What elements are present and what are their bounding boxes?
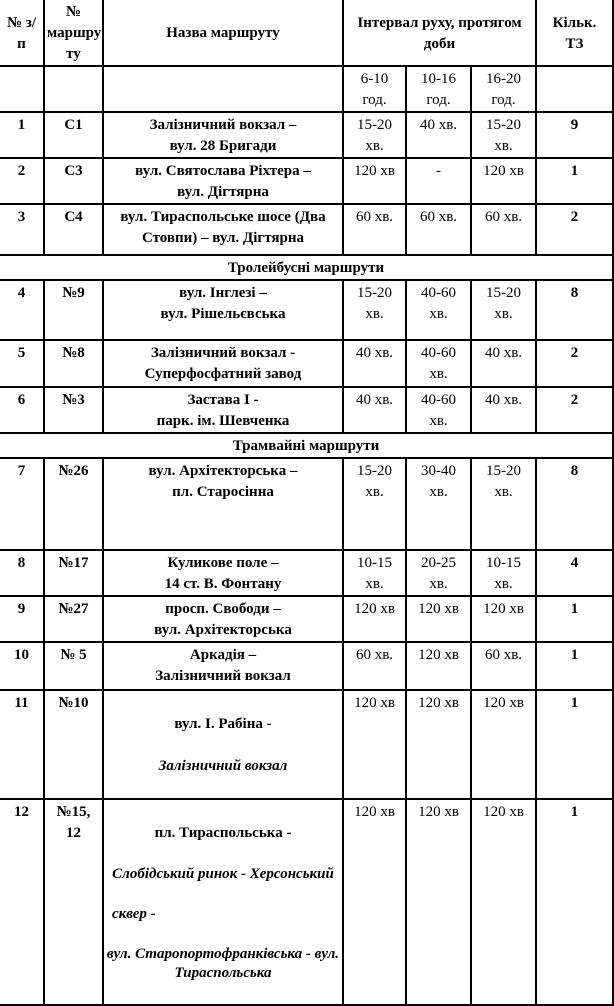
header-empty-cell xyxy=(536,66,613,112)
cell-route-number: №26 xyxy=(44,458,103,550)
cell-index: 12 xyxy=(0,799,44,1005)
cell-tz-count: 9 xyxy=(536,112,613,158)
table-row-1 xyxy=(0,112,613,158)
cell-route-number: №10 xyxy=(44,690,103,799)
cell-interval-2: 120 хв xyxy=(406,642,471,690)
table-row-7 xyxy=(0,458,613,550)
cell-route-number: №17 xyxy=(44,550,103,596)
cell-route-number: С3 xyxy=(44,158,103,204)
cell-interval-2: 120 хв xyxy=(406,690,471,799)
header-empty-cell xyxy=(44,66,103,112)
cell-tz-count: 8 xyxy=(536,458,613,550)
cell-interval-1: 40 хв. xyxy=(343,340,406,387)
cell-tz-count: 4 xyxy=(536,550,613,596)
table-row-6 xyxy=(0,387,613,433)
route-name-italic: Залізничний вокзал xyxy=(158,758,288,774)
cell-interval-1: 15-20 хв. xyxy=(343,280,406,340)
header-col-interval-group: Інтервал руху, протягом доби xyxy=(343,0,536,66)
cell-interval-3: 15-20 хв. xyxy=(471,458,536,550)
cell-index: 9 xyxy=(0,596,44,642)
cell-tz-count: 2 xyxy=(536,340,613,387)
route-name-italic-2: вул. Старопортофранківська - вул. Тираспольська xyxy=(106,946,340,981)
cell-tz-count: 2 xyxy=(536,387,613,433)
cell-interval-2: 120 хв xyxy=(406,799,471,1005)
cell-index: 7 xyxy=(0,458,44,550)
cell-interval-3: 120 хв xyxy=(471,690,536,799)
section-row-tram xyxy=(0,433,613,458)
cell-tz-count: 1 xyxy=(536,642,613,690)
cell-index: 1 xyxy=(0,112,44,158)
cell-interval-1: 60 хв. xyxy=(343,204,406,255)
cell-route-name: Залізничний вокзал - Суперфосфатний завод xyxy=(103,340,343,387)
header-col-tz-count: Кільк. ТЗ xyxy=(536,0,613,66)
cell-route-name: Залізничний вокзал – вул. 28 Бригади xyxy=(103,112,343,158)
header-col-index: № з/ п xyxy=(0,0,44,66)
cell-route-number: №3 xyxy=(44,387,103,433)
cell-index: 3 xyxy=(0,204,44,255)
cell-route-name: Аркадія – Залізничний вокзал xyxy=(103,642,343,690)
cell-index: 8 xyxy=(0,550,44,596)
cell-interval-2: 40 хв. xyxy=(406,112,471,158)
cell-tz-count: 1 xyxy=(536,799,613,1005)
cell-interval-3: 40 хв. xyxy=(471,340,536,387)
cell-interval-1: 120 хв xyxy=(343,690,406,799)
header-sub-interval-2: 10-16 год. xyxy=(406,66,471,112)
table-row-12 xyxy=(0,799,613,1005)
table-row-2 xyxy=(0,158,613,204)
cell-route-name: вул. Архітекторська – пл. Старосінна xyxy=(103,458,343,550)
cell-interval-3: 60 хв. xyxy=(471,204,536,255)
section-title-tram: Трамвайні маршрути xyxy=(0,433,613,458)
header-row-main xyxy=(0,0,613,66)
cell-interval-1: 15-20 хв. xyxy=(343,458,406,550)
route-name-italic-left: сквер - xyxy=(112,906,156,922)
cell-interval-2: 40-60 хв. xyxy=(406,387,471,433)
cell-route-name: вул. Святослава Ріхтера – вул. Дігтярна xyxy=(103,158,343,204)
cell-interval-2: 120 хв xyxy=(406,596,471,642)
cell-route-number: № 5 xyxy=(44,642,103,690)
cell-route-number: С1 xyxy=(44,112,103,158)
cell-index: 11 xyxy=(0,690,44,799)
cell-route-number: №27 xyxy=(44,596,103,642)
cell-interval-3: 10-15 хв. xyxy=(471,550,536,596)
cell-interval-1: 40 хв. xyxy=(343,387,406,433)
cell-interval-2: - xyxy=(406,158,471,204)
cell-interval-1: 120 хв xyxy=(343,799,406,1005)
route-name-italic: Слобідський ринок - Херсонський xyxy=(112,866,334,882)
cell-interval-1: 15-20 хв. xyxy=(343,112,406,158)
cell-interval-2: 40-60 хв. xyxy=(406,340,471,387)
cell-route-name xyxy=(103,690,343,799)
table-row-4 xyxy=(0,280,613,340)
cell-interval-3: 120 хв xyxy=(471,158,536,204)
cell-tz-count: 1 xyxy=(536,596,613,642)
cell-interval-1: 120 хв xyxy=(343,158,406,204)
cell-interval-2: 20-25 хв. xyxy=(406,550,471,596)
cell-index: 4 xyxy=(0,280,44,340)
cell-route-name xyxy=(103,799,343,1005)
cell-interval-3: 15-20 хв. xyxy=(471,280,536,340)
table-row-8 xyxy=(0,550,613,596)
table-row-10 xyxy=(0,642,613,690)
section-title-trolleybus: Тролейбусні маршрути xyxy=(0,255,613,280)
cell-route-name: вул. Тираспольське шосе (Два Стовпи) – вул. Дігтярна xyxy=(103,204,343,255)
header-sub-interval-3: 16-20 год. xyxy=(471,66,536,112)
cell-interval-2: 40-60 хв. xyxy=(406,280,471,340)
cell-index: 2 xyxy=(0,158,44,204)
table-row-5 xyxy=(0,340,613,387)
cell-route-number: №9 xyxy=(44,280,103,340)
header-empty-cell xyxy=(0,66,44,112)
cell-interval-3: 40 хв. xyxy=(471,387,536,433)
cell-tz-count: 8 xyxy=(536,280,613,340)
cell-route-name: Застава І - парк. ім. Шевченка xyxy=(103,387,343,433)
cell-tz-count: 1 xyxy=(536,690,613,799)
header-sub-interval-1: 6-10 год. xyxy=(343,66,406,112)
cell-interval-3: 15-20 хв. xyxy=(471,112,536,158)
cell-interval-1: 120 хв xyxy=(343,596,406,642)
cell-interval-3: 120 хв xyxy=(471,799,536,1005)
cell-index: 6 xyxy=(0,387,44,433)
cell-route-name: вул. Інглезі – вул. Рішельєвська xyxy=(103,280,343,340)
cell-interval-2: 30-40 хв. xyxy=(406,458,471,550)
route-name-main: пл. Тираспольська - xyxy=(154,825,292,841)
cell-route-number: №8 xyxy=(44,340,103,387)
cell-route-number: С4 xyxy=(44,204,103,255)
section-row-trolleybus xyxy=(0,255,613,280)
cell-tz-count: 1 xyxy=(536,158,613,204)
cell-interval-3: 60 хв. xyxy=(471,642,536,690)
cell-route-number: №15, 12 xyxy=(44,799,103,1005)
cell-index: 10 xyxy=(0,642,44,690)
header-row-sub xyxy=(0,66,613,112)
header-empty-cell xyxy=(103,66,343,112)
cell-route-name: просп. Свободи – вул. Архітекторська xyxy=(103,596,343,642)
cell-index: 5 xyxy=(0,340,44,387)
table-row-9 xyxy=(0,596,613,642)
route-name-main: вул. І. Рабіна - xyxy=(174,716,272,732)
cell-interval-1: 60 хв. xyxy=(343,642,406,690)
header-col-route-number: № маршру ту xyxy=(44,0,103,66)
cell-interval-3: 120 хв xyxy=(471,596,536,642)
cell-tz-count: 2 xyxy=(536,204,613,255)
cell-interval-1: 10-15 хв. xyxy=(343,550,406,596)
table-row-11 xyxy=(0,690,613,799)
cell-route-name: Куликове поле – 14 ст. В. Фонтану xyxy=(103,550,343,596)
header-col-route-name: Назва маршруту xyxy=(103,0,343,66)
cell-interval-2: 60 хв. xyxy=(406,204,471,255)
table-row-3 xyxy=(0,204,613,255)
